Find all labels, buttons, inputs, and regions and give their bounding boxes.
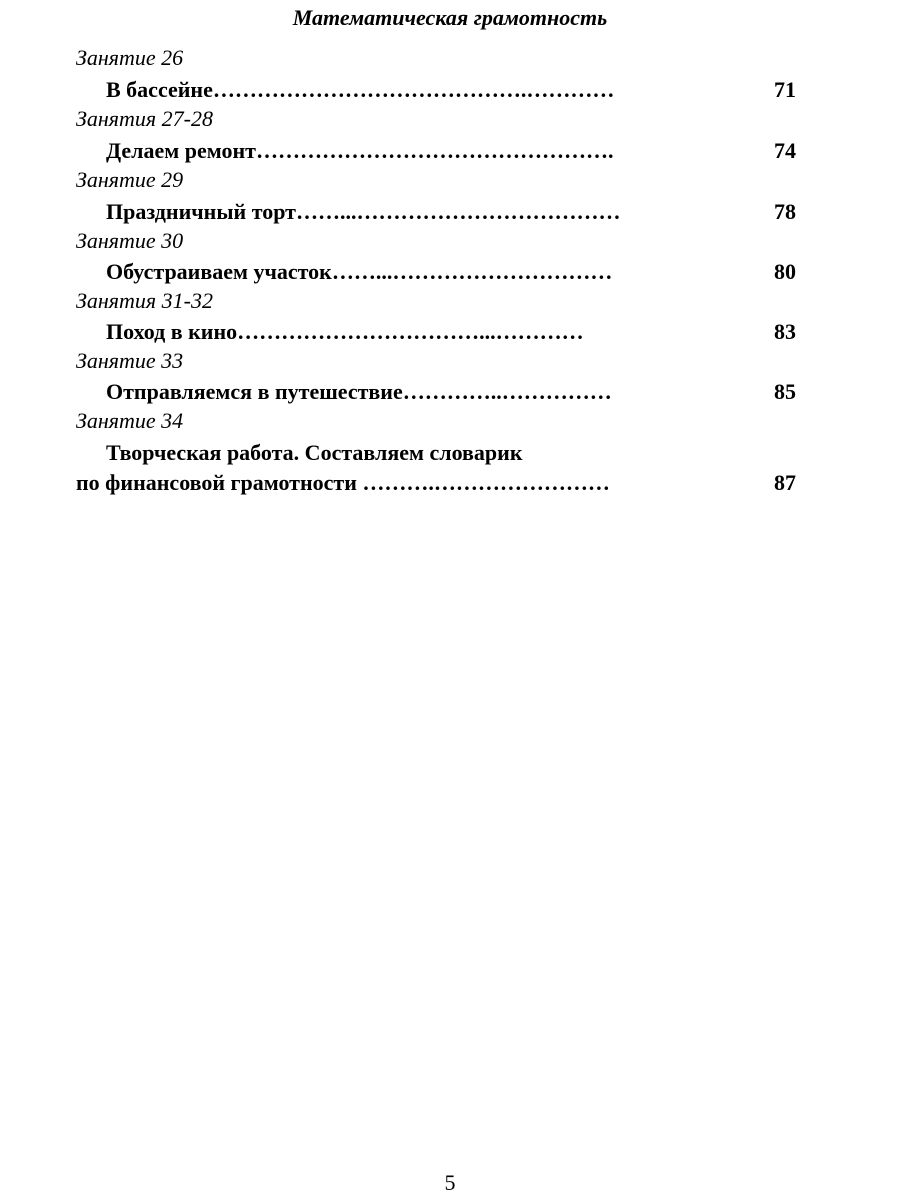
- entry-page-number: 74: [774, 138, 796, 163]
- entry-title: В бассейне…………………………………….…………: [106, 77, 615, 102]
- entry-title-continuation: по финансовой грамотности ……….……………………: [76, 470, 610, 495]
- entry-title: Творческая работа. Составляем словарик: [106, 440, 523, 465]
- session-label: Занятие 33: [76, 348, 184, 373]
- session-label: Занятие 26: [76, 45, 184, 70]
- session-label: Занятие 29: [76, 167, 184, 192]
- entry-title: Делаем ремонт………………………………………….: [106, 138, 614, 163]
- session-label: Занятия 31-32: [76, 288, 213, 313]
- entry-page-number: 71: [774, 77, 796, 102]
- entry-title: Обустраиваем участок……...…………………………: [106, 259, 613, 284]
- running-head: Математическая грамотность: [292, 5, 608, 30]
- entry-page-number: 78: [774, 199, 796, 224]
- entry-title: Поход в кино……………………………...…………: [106, 319, 584, 344]
- entry-page-number: 87: [774, 470, 796, 495]
- entry-title: Отправляемся в путешествие…………..……………: [106, 379, 612, 404]
- session-label: Занятия 27-28: [76, 106, 213, 131]
- entry-page-number: 83: [774, 319, 796, 344]
- session-label: Занятие 34: [76, 408, 184, 433]
- entry-page-number: 85: [774, 379, 796, 404]
- entry-page-number: 80: [774, 259, 796, 284]
- page-number: 5: [444, 1170, 456, 1195]
- entry-title: Праздничный торт……...………………………………: [106, 199, 621, 224]
- session-label: Занятие 30: [76, 228, 184, 253]
